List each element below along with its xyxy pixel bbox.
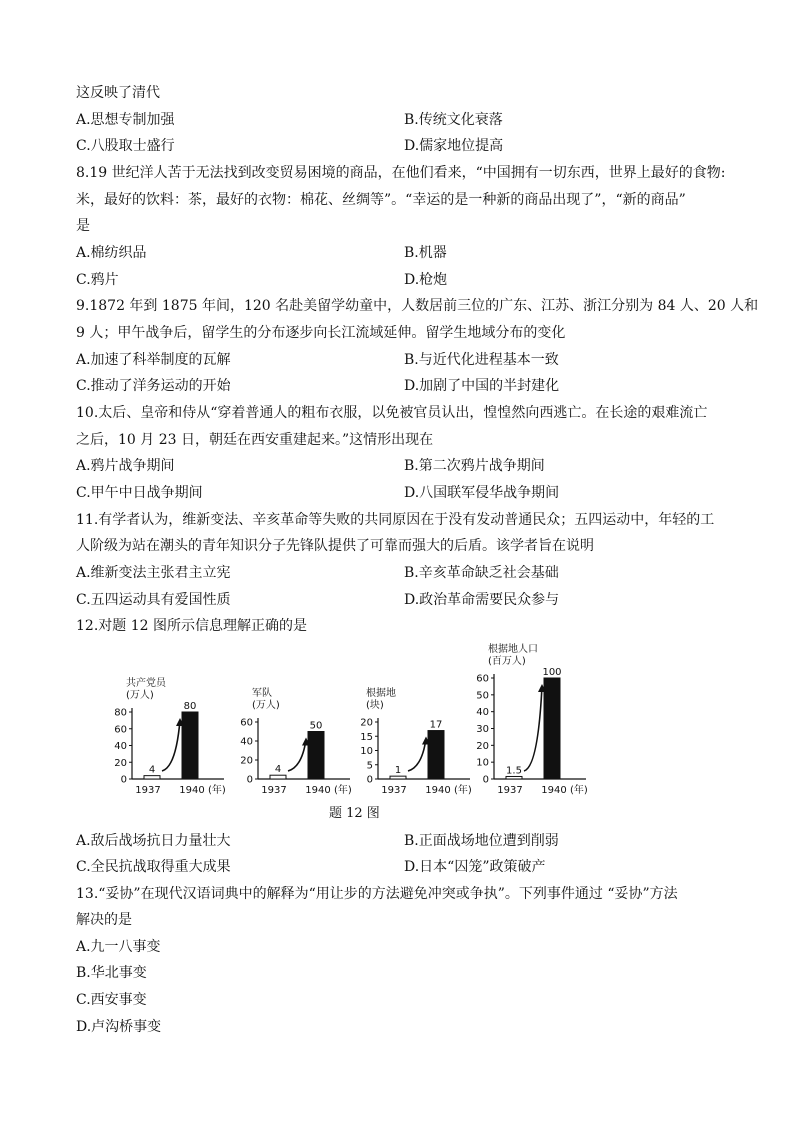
chart1-data-label: 4 — [148, 764, 156, 776]
chart3-y-tick-label: 20 — [360, 717, 373, 729]
chart2-data-label: 50 — [309, 720, 323, 732]
q9-stem-line2: 9 人；甲午战争后，留学生的分布逐步向长江流域延伸。留学生地域分布的变化 — [76, 325, 566, 341]
chart3-y-tick-label: 0 — [366, 774, 373, 786]
chart1-bar-1937 — [144, 776, 160, 779]
chart2-y-tick-label: 40 — [240, 736, 253, 748]
chart3-x-unit: (年) — [454, 785, 472, 796]
q12-option-c: C.全民抗战取得重大成果 — [76, 859, 231, 875]
chart1-y-tick-label: 0 — [120, 774, 127, 786]
q7-option-b: B.传统文化衰落 — [404, 112, 503, 128]
chart1-x-tick-label: 1937 — [135, 785, 161, 796]
chart2-y-tick-label: 20 — [240, 755, 253, 767]
chart1-x-unit: (年) — [208, 785, 226, 796]
chart4-y-tick-label: 30 — [476, 724, 489, 735]
q13-option-c: C.西安事变 — [76, 992, 147, 1008]
chart3-y-tick-label: 5 — [366, 760, 373, 772]
chart1-x-tick-label: 1940 — [179, 785, 205, 796]
chart2-data-label: 4 — [274, 764, 282, 776]
chart4-y-tick-label: 60 — [476, 673, 489, 685]
q12-stem: 12.对题 12 图所示信息理解正确的是 — [76, 618, 307, 634]
q12-option-b: B.正面战场地位遭到削弱 — [404, 833, 559, 849]
q10-option-c: C.甲午中日战争期间 — [76, 485, 203, 501]
chart4-growth-arrow — [524, 686, 542, 771]
q12-charts — [110, 636, 620, 801]
q10-option-d: D.八国联军侵华战争期间 — [404, 485, 560, 501]
q13-option-d: D.卢沟桥事变 — [76, 1019, 162, 1035]
chart3-data-label: 17 — [429, 719, 443, 731]
chart4-title: 根据地人口 — [488, 644, 538, 655]
chart2-title: 军队 — [252, 688, 272, 699]
q12-figure-caption: 题 12 图 — [329, 806, 380, 821]
chart1-bar-1940 — [182, 712, 198, 779]
chart3-x-tick-label: 1940 — [425, 785, 451, 796]
q11-option-b: B.辛亥革命缺乏社会基础 — [404, 565, 559, 581]
q10-stem-line1: 10.太后、皇帝和侍从“穿着普通人的粗布衣服，以免被官员认出，惶惶然向西逃亡。在长途的艰难流亡 — [76, 405, 708, 421]
q11-stem-line2: 人阶级为站在潮头的青年知识分子先锋队提供了可靠而强大的后盾。该学者旨在说明 — [76, 538, 594, 554]
q8-option-a: A.棉纺织品 — [76, 245, 147, 261]
q10-stem-line2: 之后，10 月 23 日，朝廷在西安重建起来。”这情形出现在 — [76, 432, 434, 448]
chart3-y-tick-label: 15 — [360, 731, 373, 743]
q9-stem-line1: 9.1872 年到 1875 年间，120 名赴美留学幼童中，人数居前三位的广东、江苏、浙江分别为 84 人、20 人和 — [76, 298, 759, 314]
chart2-bar-1937 — [270, 775, 286, 779]
chart3-bar-1937 — [390, 776, 406, 779]
chart4-x-tick-label: 1937 — [497, 785, 523, 796]
q8-option-c: C.鸦片 — [76, 272, 119, 288]
q7-option-d: D.儒家地位提高 — [404, 138, 504, 154]
q8-option-d: D.枪炮 — [404, 272, 448, 288]
q7-stem-tail: 这反映了清代 — [76, 85, 160, 101]
chart2-x-tick-label: 1940 — [305, 785, 331, 796]
q8-stem-line2: 米，最好的饮料：茶，最好的衣物：棉花、丝绸等”。“幸运的是一种新的商品出现了”，“新的商品” — [76, 192, 686, 208]
q12-option-d: D.日本“囚笼”政策破产 — [404, 859, 546, 875]
chart1-y-tick-label: 40 — [114, 741, 127, 752]
chart2-x-unit: (年) — [334, 785, 352, 796]
q9-option-c: C.推动了洋务运动的开始 — [76, 378, 231, 394]
chart4-x-tick-label: 1940 — [541, 785, 567, 796]
q13-option-b: B.华北事变 — [76, 965, 147, 981]
chart4-y-tick-label: 50 — [476, 690, 489, 702]
chart1-y-tick-label: 20 — [114, 757, 127, 769]
chart4-x-unit: (年) — [570, 785, 588, 796]
chart4-bar-1940 — [544, 678, 560, 779]
q11-stem-line1: 11.有学者认为，维新变法、辛亥革命等失败的共同原因在于没有发动普通民众；五四运动中，年轻的工 — [76, 512, 715, 528]
chart2-bar-1940 — [308, 732, 324, 780]
chart4-bar-1937 — [506, 776, 522, 779]
q11-option-c: C.五四运动具有爱国性质 — [76, 592, 231, 608]
q13-option-a: A.九一八事变 — [76, 939, 161, 955]
q8-option-b: B.机器 — [404, 245, 447, 261]
chart2-x-tick-label: 1937 — [261, 785, 287, 796]
q13-stem-line2: 解决的是 — [76, 912, 132, 928]
q10-option-a: A.鸦片战争期间 — [76, 458, 175, 474]
chart1-title: 共产党员 — [126, 678, 166, 689]
q8-stem-line3: 是 — [76, 218, 90, 234]
q10-option-b: B.第二次鸦片战争期间 — [404, 458, 545, 474]
q13-stem-line1: 13.“妥协”在现代汉语词典中的解释为“用让步的方法避免冲突或争执”。下列事件通过 “妥协”方法 — [76, 886, 678, 902]
chart4-data-label: 1.5 — [506, 765, 522, 777]
chart3-y-tick-label: 10 — [360, 746, 373, 757]
q12-figure — [110, 636, 620, 801]
chart4-y-tick-label: 40 — [476, 707, 489, 719]
chart3-data-label: 1 — [394, 765, 402, 777]
chart1-data-label: 80 — [183, 701, 197, 712]
q9-option-d: D.加剧了中国的半封建化 — [404, 378, 560, 394]
q11-option-d: D.政治革命需要民众参与 — [404, 592, 560, 608]
q9-option-a: A.加速了科举制度的瓦解 — [76, 352, 231, 368]
chart2-title: (万人) — [252, 700, 280, 711]
chart1-growth-arrow — [162, 720, 180, 771]
chart4-y-tick-label: 10 — [476, 757, 489, 769]
chart1-y-tick-label: 60 — [114, 724, 127, 736]
chart4-y-tick-label: 0 — [482, 774, 489, 786]
chart3-x-tick-label: 1937 — [381, 785, 407, 796]
q11-option-a: A.维新变法主张君主立宪 — [76, 565, 231, 581]
q9-option-b: B.与近代化进程基本一致 — [404, 352, 559, 368]
chart3-bar-1940 — [428, 731, 444, 779]
q12-option-a: A.敌后战场抗日力量壮大 — [76, 833, 231, 849]
chart1-title: (万人) — [126, 690, 154, 701]
q8-stem-line1: 8.19 世纪洋人苦于无法找到改变贸易困境的商品，在他们看来，“中国拥有一切东西，世界上最好的食物: — [76, 165, 726, 181]
chart4-data-label: 100 — [542, 667, 562, 678]
chart3-title: (块) — [366, 700, 384, 711]
chart3-title: 根据地 — [366, 688, 396, 699]
q7-option-c: C.八股取士盛行 — [76, 138, 175, 154]
chart2-y-tick-label: 60 — [240, 717, 253, 729]
chart4-y-tick-label: 20 — [476, 740, 489, 752]
q7-option-a: A.思想专制加强 — [76, 112, 175, 128]
chart4-title: (百万人) — [488, 656, 526, 667]
chart2-y-tick-label: 0 — [246, 774, 253, 786]
chart1-y-tick-label: 80 — [114, 707, 127, 719]
